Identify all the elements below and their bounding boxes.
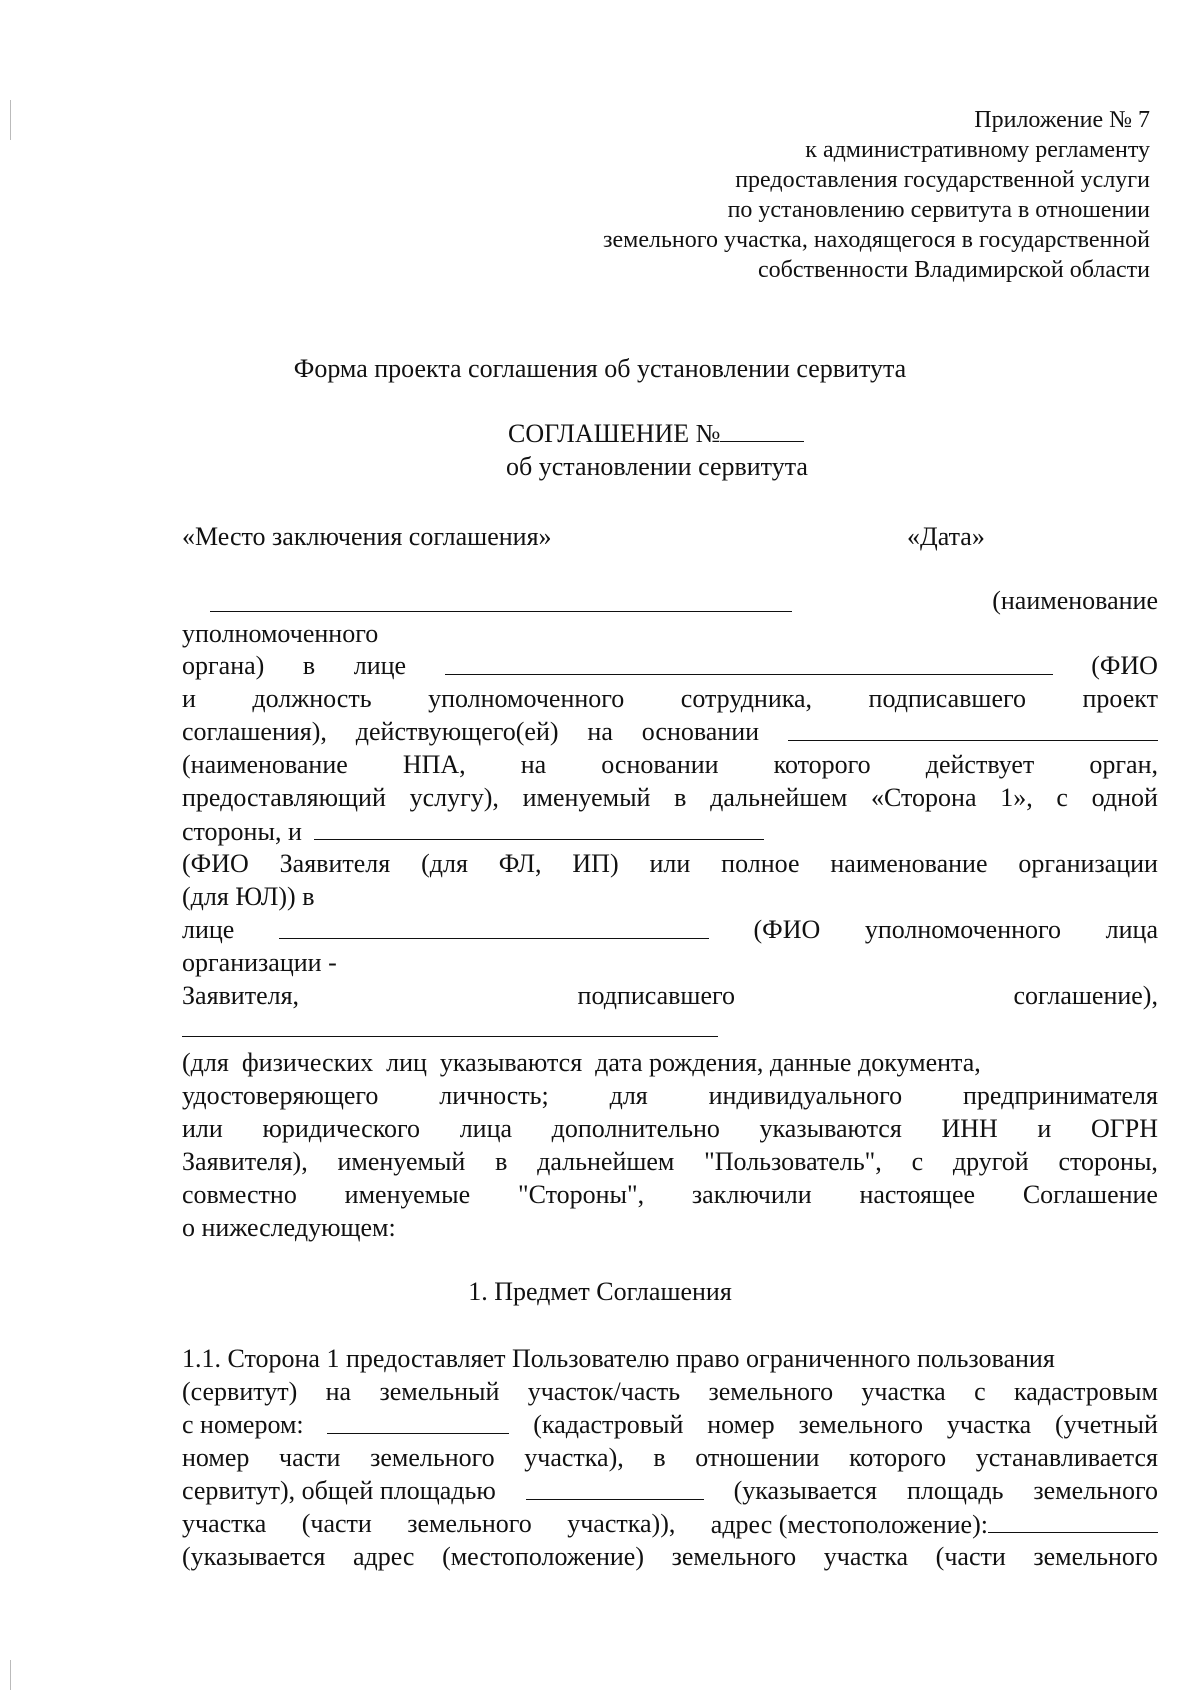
word: заключили [691, 1180, 812, 1209]
agreement-subtitle: об установлении сервитута [506, 452, 808, 481]
word: личность; [439, 1081, 549, 1110]
header-line: предоставления государственной услуги [735, 167, 1150, 193]
word: отношении [695, 1443, 820, 1472]
text-line: (для физических лиц указываются дата рождения, данные документа, [182, 1048, 981, 1077]
word: основании [601, 750, 719, 779]
text-line [182, 683, 1158, 715]
word: земельный [379, 1377, 500, 1406]
word: ИНН [941, 1114, 998, 1143]
address-blank [988, 1508, 1158, 1533]
word: уполномоченного [864, 915, 1062, 944]
word: участка)), [567, 1509, 676, 1538]
word: совместно [182, 1180, 297, 1209]
official-name-blank [445, 650, 1053, 675]
header-line: собственности Владимирской области [757, 257, 1150, 283]
word: земельного [370, 1443, 495, 1472]
text-line [182, 716, 1158, 748]
text-line [182, 848, 1158, 880]
header-line: Приложение № 7 [974, 107, 1150, 133]
word: орган, [1089, 750, 1158, 779]
word: (местоположение) [442, 1542, 645, 1571]
word: площадь [906, 1476, 1004, 1505]
word: в [302, 651, 316, 680]
representative-name-blank [279, 914, 709, 939]
word: Заявителя, [182, 981, 300, 1010]
text-line: (наименование [992, 586, 1158, 615]
word: с [974, 1377, 986, 1406]
scan-edge-mark [10, 1660, 11, 1690]
area-blank [526, 1475, 704, 1500]
header-line: земельного участка, находящегося в государственной [603, 227, 1150, 253]
text-line: организации - [182, 948, 337, 977]
word: дополнительно [551, 1114, 720, 1143]
section-heading: 1. Предмет Соглашения [468, 1277, 732, 1306]
word: (ФИО [753, 915, 821, 944]
text-line: о нижеследующем: [182, 1213, 396, 1242]
word: участка), [524, 1443, 624, 1472]
word: стороны, [1058, 1147, 1158, 1176]
word: (для [421, 849, 468, 878]
agreement-title-text: СОГЛАШЕНИЕ № [508, 419, 721, 448]
word: полное [721, 849, 800, 878]
word: соглашения), [182, 717, 327, 746]
word: наименование [830, 849, 988, 878]
word: (сервитут) [182, 1377, 298, 1406]
word: земельного [1033, 1542, 1158, 1571]
text-line [182, 650, 1158, 682]
word: должность [252, 684, 372, 713]
word: на [587, 717, 613, 746]
word: участка [946, 1410, 1032, 1439]
word: лице [182, 915, 235, 944]
word: "Пользователь", [704, 1147, 882, 1176]
applicant-name-blank [314, 815, 764, 840]
header-line: по установлению сервитута в отношении [727, 197, 1150, 223]
word: с [1056, 783, 1068, 812]
word: указываются [759, 1114, 902, 1143]
word: (ФИО [1091, 651, 1158, 680]
word: земельного [708, 1377, 834, 1406]
text-line [182, 914, 1158, 946]
word: организации [1018, 849, 1158, 878]
agreement-number-blank [720, 417, 804, 442]
word: устанавливается [975, 1443, 1158, 1472]
word: ИП) [572, 849, 619, 878]
word: 1», [1000, 783, 1033, 812]
word: подписавшего [577, 981, 736, 1010]
text-line: (для ЮЛ)) в [182, 882, 315, 911]
word: части [279, 1443, 341, 1472]
word: предпринимателя [963, 1081, 1158, 1110]
word: адрес [352, 1542, 415, 1571]
scan-edge-mark [10, 100, 11, 140]
word: действующего(ей) [355, 717, 559, 746]
authority-name-blank [210, 587, 792, 612]
word: предоставляющий [182, 783, 386, 812]
word: на [325, 1377, 352, 1406]
applicant-details-blank [182, 1012, 718, 1037]
text-line [182, 1442, 1158, 1474]
word: и [1037, 1114, 1052, 1143]
text-line [182, 1113, 1158, 1145]
word: Соглашение [1022, 1180, 1158, 1209]
text-line [182, 1146, 1158, 1178]
word: лица [459, 1114, 513, 1143]
text-line [182, 1179, 1158, 1211]
word: которого [773, 750, 871, 779]
word: одной [1091, 783, 1158, 812]
text-line [182, 749, 1158, 781]
word: ФЛ, [498, 849, 542, 878]
word: НПА, [402, 750, 466, 779]
date-field: «Дата» [907, 522, 985, 551]
word: номер [707, 1410, 775, 1439]
word: номер [182, 1443, 250, 1472]
word: основании [641, 717, 760, 746]
word: услугу), [409, 783, 499, 812]
word: в [653, 1443, 666, 1472]
word: и [182, 684, 196, 713]
word: земельного [1033, 1476, 1158, 1505]
text-line [182, 1541, 1158, 1573]
text-line [182, 1475, 1158, 1507]
word: (кадастровый [533, 1410, 684, 1439]
word: для [609, 1081, 648, 1110]
word: сотрудника, [680, 684, 813, 713]
place-field: «Место заключения соглашения» [182, 522, 552, 551]
word: с [911, 1147, 924, 1176]
legal-basis-blank [788, 716, 1158, 741]
word: земельного [798, 1410, 924, 1439]
word: «Сторона [871, 783, 977, 812]
word: дальнейшем [710, 783, 848, 812]
word: (указывается [182, 1542, 326, 1571]
text-line [182, 1508, 1158, 1541]
word: или [649, 849, 691, 878]
word: соглашение), [1013, 981, 1158, 1010]
word: стороны, и [182, 817, 302, 846]
header-line: к административному регламенту [805, 137, 1150, 163]
word: действует [925, 750, 1035, 779]
word: лице [353, 651, 407, 680]
word: (части [935, 1542, 1006, 1571]
word: с номером: [182, 1410, 304, 1439]
word: (наименование [182, 750, 348, 779]
word: участка [182, 1509, 267, 1538]
word: кадастровым [1013, 1377, 1158, 1406]
word: участка [861, 1377, 946, 1406]
text-line [182, 1376, 1158, 1408]
text-line [182, 815, 764, 848]
address-group [711, 1508, 1158, 1541]
text-line [182, 980, 1158, 1012]
word: дальнейшем [537, 1147, 675, 1176]
word: лица [1105, 915, 1158, 944]
word: именуемый [337, 1147, 466, 1176]
word: участка [823, 1542, 909, 1571]
word: (ФИО [182, 849, 249, 878]
word: (учетный [1055, 1410, 1158, 1439]
word: в [674, 783, 687, 812]
cadastral-number-blank [327, 1409, 509, 1434]
word: проект [1082, 684, 1158, 713]
form-title: Форма проекта соглашения об установлении сервитута [293, 354, 907, 383]
word: именуемый [522, 783, 651, 812]
word: другой [952, 1147, 1029, 1176]
word: органа) [182, 651, 265, 680]
word: Заявителя), [182, 1147, 308, 1176]
word: в [495, 1147, 508, 1176]
word: земельного [407, 1509, 532, 1538]
word: "Стороны", [517, 1180, 645, 1209]
text-line [182, 782, 1158, 814]
word: земельного [671, 1542, 797, 1571]
word: удостоверяющего [182, 1081, 379, 1110]
text-line [182, 1080, 1158, 1112]
word: (указывается [733, 1476, 878, 1505]
word: юридического [262, 1114, 421, 1143]
text-line: уполномоченного [182, 619, 379, 648]
word: или [182, 1114, 223, 1143]
text-line [182, 1409, 1158, 1441]
text-line: 1.1. Сторона 1 предоставляет Пользователю право ограниченного пользования [182, 1344, 1055, 1373]
word: адрес (местоположение): [710, 1510, 988, 1539]
word: сервитут), общей площадью [182, 1476, 496, 1505]
word: (части [301, 1509, 372, 1538]
word: подписавшего [868, 684, 1027, 713]
word: настоящее [859, 1180, 976, 1209]
word: Заявителя [279, 849, 391, 878]
word: уполномоченного [428, 684, 625, 713]
word: которого [849, 1443, 947, 1472]
word: индивидуального [708, 1081, 903, 1110]
agreement-title [508, 417, 804, 450]
word: на [520, 750, 547, 779]
word: участок/часть [527, 1377, 681, 1406]
word: ОГРН [1090, 1114, 1158, 1143]
word: именуемые [344, 1180, 471, 1209]
